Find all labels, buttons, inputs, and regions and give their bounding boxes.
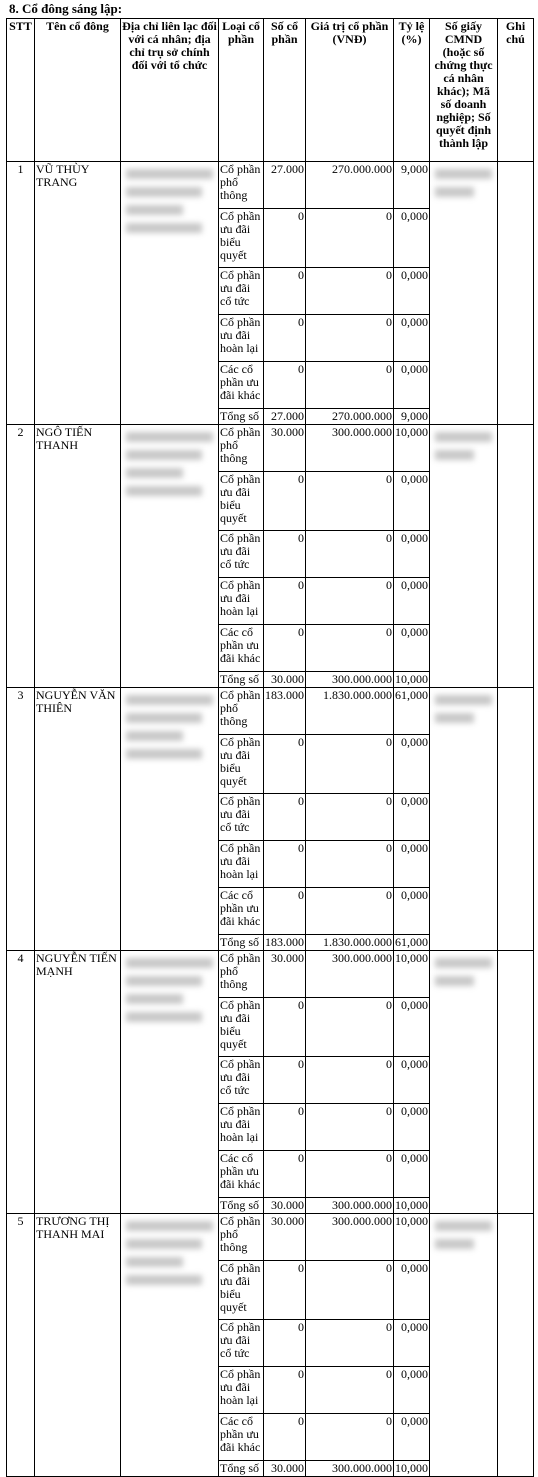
share-count-cell: 30.000 bbox=[264, 951, 306, 998]
share-count-cell: 183.000 bbox=[265, 935, 304, 949]
share-ratio-cell: 0,000 bbox=[394, 841, 430, 888]
share-count-cell: 0 bbox=[264, 1414, 306, 1461]
share-count-cell: 27.000 bbox=[264, 162, 306, 209]
table-row bbox=[7, 1214, 534, 1261]
share-type-cell: Cổ phần ưu đãi hoàn lại bbox=[219, 1367, 264, 1414]
share-ratio-cell: 0,000 bbox=[394, 625, 430, 672]
share-count-cell: 0 bbox=[264, 315, 306, 362]
shareholder-stt: 2 bbox=[7, 425, 35, 688]
shareholder-name: NGUYỄN VĂN THIÊN bbox=[35, 688, 121, 951]
share-ratio-cell: 0,000 bbox=[394, 735, 430, 794]
shareholder-name: NGÔ TIẾN THANH bbox=[35, 425, 121, 688]
share-count-cell: 0 bbox=[264, 209, 306, 268]
shareholder-stt: 3 bbox=[7, 688, 35, 951]
share-value-cell: 1.830.000.000 bbox=[306, 688, 394, 735]
shareholder-id-redacted bbox=[430, 688, 498, 951]
header-share-value: Giá trị cổ phần (VNĐ) bbox=[306, 19, 394, 162]
share-type-cell: Cổ phần ưu đãi cổ tức bbox=[219, 1057, 264, 1104]
share-count-cell: 0 bbox=[264, 735, 306, 794]
share-count-cell: 0 bbox=[264, 531, 306, 578]
share-type-cell: Cổ phần ưu đãi biểu quyết bbox=[219, 472, 264, 531]
table-header-row bbox=[7, 19, 534, 162]
share-type-cell: Cổ phần phổ thông bbox=[219, 688, 264, 735]
share-value-cell: 300.000.000 bbox=[306, 425, 394, 472]
share-count-cell: 0 bbox=[264, 888, 306, 935]
table-row bbox=[7, 688, 534, 735]
header-note: Ghi chú bbox=[498, 19, 534, 162]
share-type-cell: Tổng số bbox=[219, 935, 264, 951]
shareholder-id-redacted bbox=[430, 162, 498, 425]
header-ratio: Tỷ lệ (%) bbox=[394, 19, 430, 162]
shareholder-address-redacted bbox=[121, 688, 219, 951]
share-count-cell: 30.000 bbox=[264, 1214, 306, 1261]
share-ratio-cell: 0,000 bbox=[394, 1151, 430, 1198]
share-ratio-cell: 0,000 bbox=[394, 268, 430, 315]
share-type-cell: Các cổ phần ưu đãi khác bbox=[219, 1414, 264, 1461]
share-type-cell: Các cổ phần ưu đãi khác bbox=[219, 888, 264, 935]
shareholder-stt: 4 bbox=[7, 951, 35, 1214]
share-value-cell: 300.000.000 bbox=[306, 951, 394, 998]
share-ratio-cell: 10,000 bbox=[395, 1461, 428, 1475]
share-type-cell: Các cổ phần ưu đãi khác bbox=[219, 1151, 264, 1198]
share-type-cell: Cổ phần phổ thông bbox=[219, 951, 264, 998]
share-type-cell: Các cổ phần ưu đãi khác bbox=[219, 625, 264, 672]
section-title: 8. Cổ đông sáng lập: bbox=[9, 1, 123, 16]
share-count-cell: 0 bbox=[264, 578, 306, 625]
share-ratio-cell: 61,000 bbox=[395, 935, 428, 949]
share-type-cell: Cổ phần ưu đãi cổ tức bbox=[219, 1320, 264, 1367]
share-count-cell: 0 bbox=[264, 1057, 306, 1104]
shareholder-address-redacted bbox=[121, 1214, 219, 1477]
share-count-cell: 183.000 bbox=[264, 688, 306, 735]
share-type-cell: Cổ phần ưu đãi biểu quyết bbox=[219, 735, 264, 794]
share-type-cell: Cổ phần ưu đãi hoàn lại bbox=[219, 315, 264, 362]
table-row bbox=[7, 951, 534, 998]
share-count-cell: 27.000 bbox=[264, 409, 306, 425]
share-ratio-cell: 0,000 bbox=[394, 578, 430, 625]
share-type-cell: Cổ phần phổ thông bbox=[219, 1214, 264, 1261]
share-value-cell: 0 bbox=[306, 578, 394, 625]
share-type-cell: Tổng số bbox=[219, 672, 264, 688]
share-type-cell: Cổ phần ưu đãi biểu quyết bbox=[219, 209, 264, 268]
share-value-cell: 0 bbox=[306, 315, 394, 362]
header-stt: STT bbox=[7, 19, 35, 162]
share-ratio-cell: 0,000 bbox=[394, 472, 430, 531]
shareholder-name: VŨ THÙY TRANG bbox=[35, 162, 121, 425]
shareholder-note bbox=[498, 425, 534, 688]
share-value-cell: 300.000.000 bbox=[306, 672, 394, 688]
shareholder-note bbox=[498, 688, 534, 951]
share-count-cell: 0 bbox=[264, 268, 306, 315]
share-value-cell: 300.000.000 bbox=[306, 1461, 394, 1477]
shareholders-table bbox=[6, 18, 534, 1477]
table-body bbox=[7, 162, 534, 1477]
share-ratio-cell: 0,000 bbox=[394, 1320, 430, 1367]
table-row bbox=[7, 425, 534, 472]
shareholder-id-redacted bbox=[430, 1214, 498, 1477]
share-value-cell: 0 bbox=[306, 1320, 394, 1367]
shareholder-note bbox=[498, 1214, 534, 1477]
share-type-cell: Cổ phần ưu đãi biểu quyết bbox=[219, 998, 264, 1057]
share-type-cell: Cổ phần ưu đãi cổ tức bbox=[219, 268, 264, 315]
share-count-cell: 0 bbox=[264, 841, 306, 888]
share-value-cell: 0 bbox=[306, 625, 394, 672]
share-count-cell: 0 bbox=[264, 1261, 306, 1320]
share-type-cell: Tổng số bbox=[219, 409, 264, 425]
share-value-cell: 0 bbox=[306, 1414, 394, 1461]
share-count-cell: 0 bbox=[264, 998, 306, 1057]
share-ratio-cell: 9,000 bbox=[394, 409, 430, 425]
share-count-cell: 0 bbox=[264, 625, 306, 672]
share-count-cell: 0 bbox=[264, 794, 306, 841]
share-type-cell: Cổ phần ưu đãi cổ tức bbox=[219, 794, 264, 841]
shareholder-address-redacted bbox=[121, 425, 219, 688]
share-count-cell: 0 bbox=[264, 1104, 306, 1151]
share-ratio-cell: 10,000 bbox=[394, 1214, 430, 1261]
share-ratio-cell: 0,000 bbox=[394, 362, 430, 409]
share-ratio-cell: 0,000 bbox=[394, 531, 430, 578]
share-ratio-cell: 0,000 bbox=[394, 1104, 430, 1151]
shareholder-name: NGUYỄN TIẾN MẠNH bbox=[35, 951, 121, 1214]
share-value-cell: 0 bbox=[306, 1261, 394, 1320]
header-id-doc: Số giấy CMND (hoặc số chứng thực cá nhân khác); Mã số doanh nghiệp; Số quyết định thành lập bbox=[430, 19, 498, 162]
shareholder-id-redacted bbox=[430, 951, 498, 1214]
shareholder-id-redacted bbox=[430, 425, 498, 688]
share-value-cell: 0 bbox=[306, 472, 394, 531]
shareholder-stt: 1 bbox=[7, 162, 35, 425]
shareholder-address-redacted bbox=[121, 162, 219, 425]
share-value-cell: 0 bbox=[306, 1057, 394, 1104]
share-type-cell: Cổ phần phổ thông bbox=[219, 162, 264, 209]
share-value-cell: 270.000.000 bbox=[306, 162, 394, 209]
share-type-cell: Cổ phần ưu đãi cổ tức bbox=[219, 531, 264, 578]
share-type-cell: Tổng số bbox=[219, 1461, 264, 1477]
share-ratio-cell: 10,000 bbox=[395, 1198, 428, 1212]
share-ratio-cell: 9,000 bbox=[394, 162, 430, 209]
share-value-cell: 0 bbox=[306, 841, 394, 888]
share-type-cell: Các cổ phần ưu đãi khác bbox=[219, 362, 264, 409]
share-type-cell: Tổng số bbox=[219, 1198, 264, 1214]
share-count-cell: 0 bbox=[264, 1320, 306, 1367]
share-count-cell: 30.000 bbox=[264, 425, 306, 472]
share-type-cell: Cổ phần ưu đãi hoàn lại bbox=[219, 841, 264, 888]
share-count-cell: 0 bbox=[264, 362, 306, 409]
share-ratio-cell: 0,000 bbox=[394, 209, 430, 268]
share-ratio-cell: 61,000 bbox=[394, 688, 430, 735]
share-ratio-cell: 0,000 bbox=[394, 794, 430, 841]
share-type-cell: Cổ phần ưu đãi hoàn lại bbox=[219, 578, 264, 625]
share-ratio-cell: 0,000 bbox=[394, 315, 430, 362]
share-count-cell: 30.000 bbox=[264, 672, 306, 688]
share-value-cell: 300.000.000 bbox=[306, 1198, 394, 1214]
share-ratio-cell: 0,000 bbox=[394, 998, 430, 1057]
share-value-cell: 0 bbox=[306, 794, 394, 841]
share-ratio-cell: 0,000 bbox=[394, 1367, 430, 1414]
share-count-cell: 30.000 bbox=[264, 1461, 306, 1477]
shareholder-stt: 5 bbox=[7, 1214, 35, 1477]
share-count-cell: 0 bbox=[264, 1367, 306, 1414]
shareholder-note bbox=[498, 951, 534, 1214]
share-value-cell: 0 bbox=[306, 888, 394, 935]
share-ratio-cell: 0,000 bbox=[394, 888, 430, 935]
share-value-cell: 0 bbox=[306, 998, 394, 1057]
share-ratio-cell: 10,000 bbox=[394, 951, 430, 998]
share-count-cell: 30.000 bbox=[264, 1198, 306, 1214]
share-value-cell: 0 bbox=[306, 1151, 394, 1198]
header-name: Tên cổ đông bbox=[35, 19, 121, 162]
header-address: Địa chỉ liên lạc đối với cá nhân; địa chỉ trụ sở chính đối với tổ chức bbox=[121, 19, 219, 162]
share-value-cell: 0 bbox=[306, 209, 394, 268]
shareholder-name: TRƯƠNG THỊ THANH MAI bbox=[35, 1214, 121, 1477]
share-value-cell: 1.830.000.000 bbox=[306, 935, 394, 951]
share-value-cell: 300.000.000 bbox=[306, 1214, 394, 1261]
share-value-cell: 0 bbox=[306, 531, 394, 578]
shareholder-address-redacted bbox=[121, 951, 219, 1214]
share-ratio-cell: 10,000 bbox=[395, 672, 428, 686]
share-value-cell: 0 bbox=[306, 735, 394, 794]
share-type-cell: Cổ phần phổ thông bbox=[219, 425, 264, 472]
header-share-count: Số cổ phần bbox=[264, 19, 306, 162]
share-ratio-cell: 0,000 bbox=[394, 1414, 430, 1461]
header-share-type: Loại cổ phần bbox=[219, 19, 264, 162]
share-count-cell: 0 bbox=[264, 472, 306, 531]
share-count-cell: 0 bbox=[264, 1151, 306, 1198]
share-value-cell: 0 bbox=[306, 1367, 394, 1414]
share-ratio-cell: 10,000 bbox=[394, 425, 430, 472]
share-type-cell: Cổ phần ưu đãi hoàn lại bbox=[219, 1104, 264, 1151]
share-type-cell: Cổ phần ưu đãi biểu quyết bbox=[219, 1261, 264, 1320]
table-row bbox=[7, 162, 534, 209]
share-value-cell: 0 bbox=[306, 1104, 394, 1151]
share-value-cell: 0 bbox=[306, 268, 394, 315]
share-value-cell: 270.000.000 bbox=[306, 409, 394, 425]
share-ratio-cell: 0,000 bbox=[394, 1057, 430, 1104]
shareholder-note bbox=[498, 162, 534, 425]
share-ratio-cell: 0,000 bbox=[394, 1261, 430, 1320]
share-value-cell: 0 bbox=[306, 362, 394, 409]
